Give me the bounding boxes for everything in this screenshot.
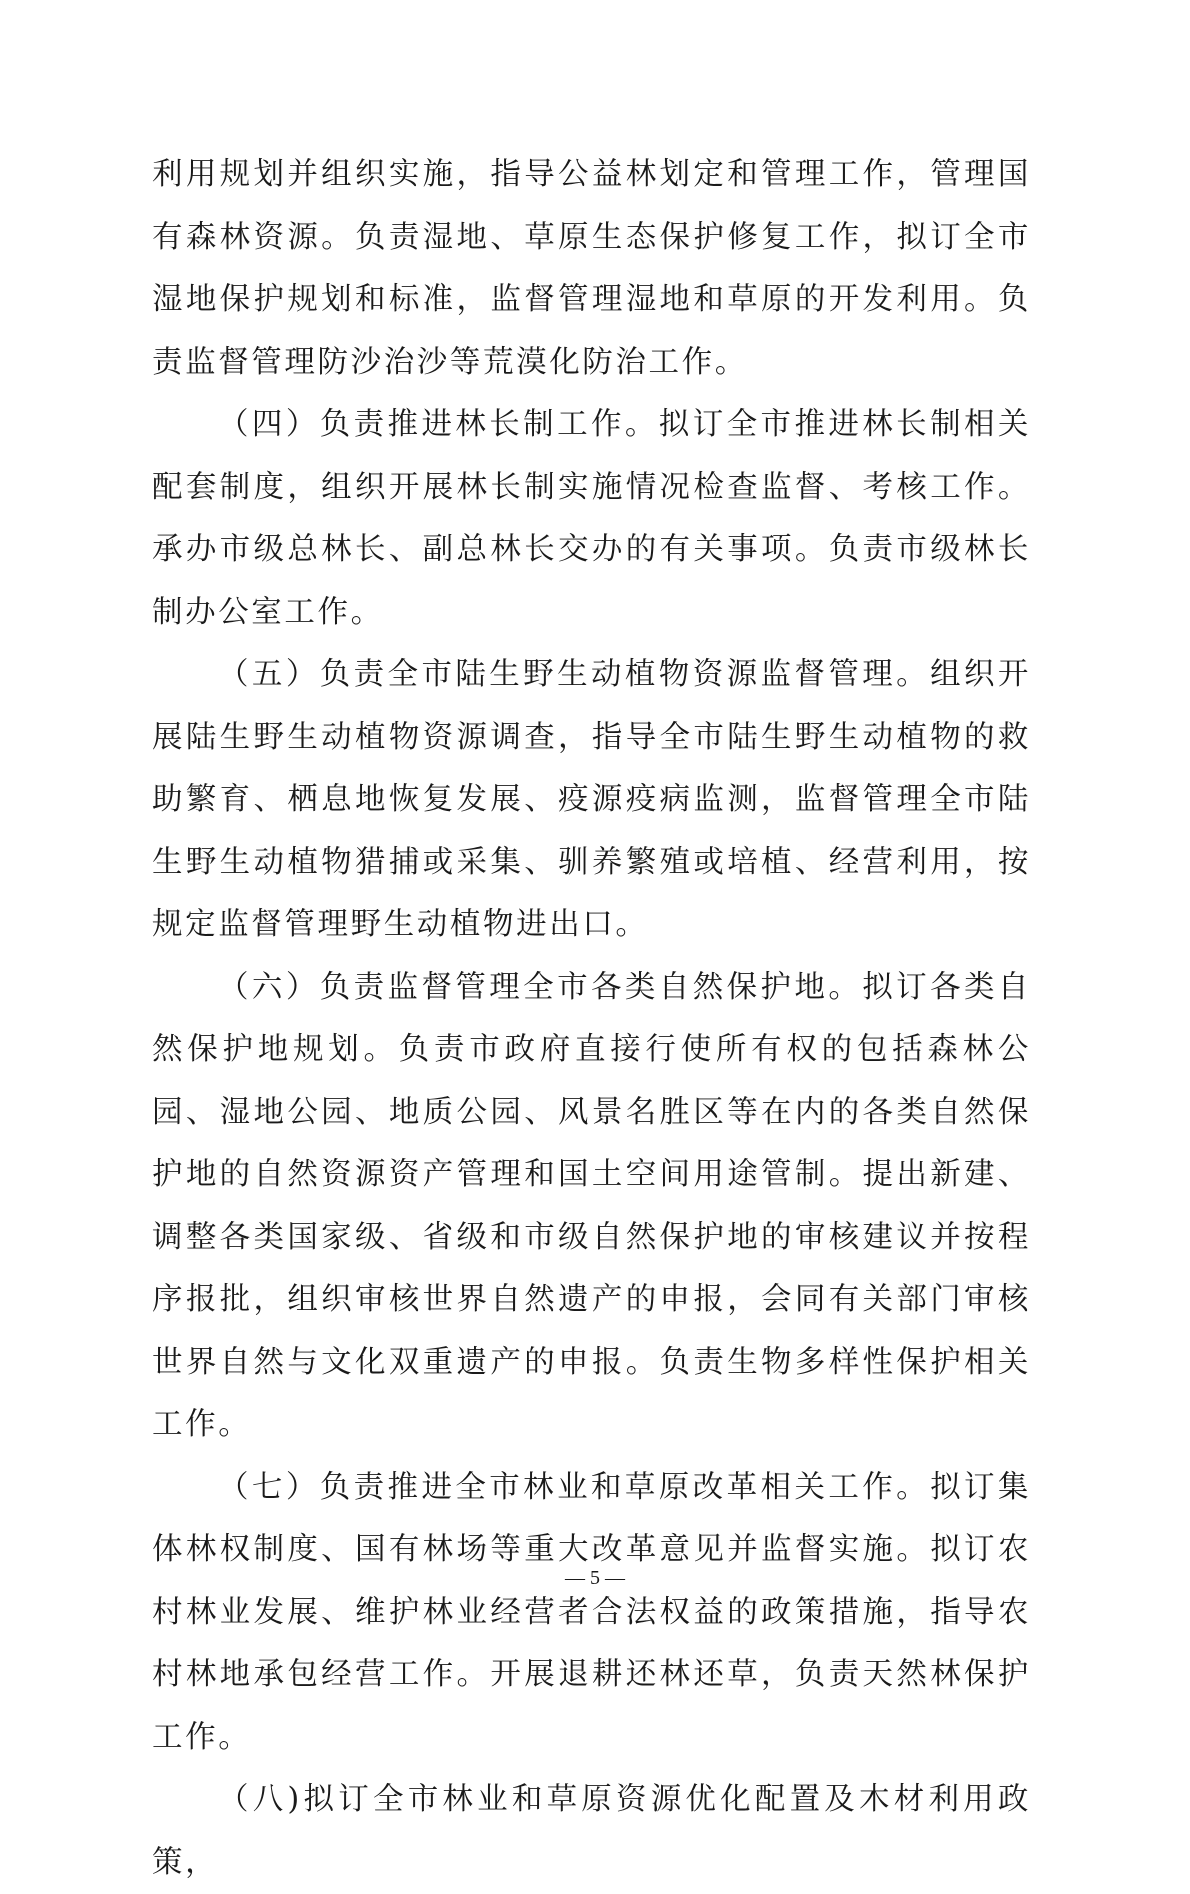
paragraph-section-8: （八)拟订全市林业和草原资源优化配置及木材利用政策，	[152, 1782, 1031, 1880]
paragraph-section-7: （七）负责推进全市林业和草原改革相关工作。拟订集体林权制度、国有林场等重大改革意见并监督实施。拟订农村林业发展、维护林业经营者合法权益的政策措施，指导农村林地承包经营工作。开展退耕还林还草，负责天然林保护工作。	[152, 1469, 1031, 1755]
paragraph-section-6: （六）负责监督管理全市各类自然保护地。拟订各类自然保护地规划。负责市政府直接行使所有权的包括森林公园、湿地公园、地质公园、风景名胜区等在内的各类自然保护地的自然资源资产管理和国土空间用途管制。提出新建、调整各类国家级、省级和市级自然保护地的审核建议并按程序报批，组织审核世界自然遗产的申报，会同有关部门审核世界自然与文化双重遗产的申报。负责生物多样性保护相关工作。	[152, 969, 1031, 1442]
paragraph-section-4: （四）负责推进林长制工作。拟订全市推进林长制相关配套制度，组织开展林长制实施情况检查监督、考核工作。承办市级总林长、副总林长交办的有关事项。负责市级林长制办公室工作。	[152, 407, 1031, 630]
page-number: — 5 —	[565, 1567, 625, 1589]
paragraph: 利用规划并组织实施，指导公益林划定和管理工作，管理国有森林资源。负责湿地、草原生态保护修复工作，拟订全市湿地保护规划和标准，监督管理湿地和草原的开发利用。负责监督管理防沙治沙等荒漠化防治工作。	[152, 157, 1031, 380]
paragraph-section-5: （五）负责全市陆生野生动植物资源监督管理。组织开展陆生野生动植物资源调查，指导全市陆生野生动植物的救助繁育、栖息地恢复发展、疫源疫病监测，监督管理全市陆生野生动植物猎捕或采集、驯养繁殖或培植、经营利用，按规定监督管理野生动植物进出口。	[152, 657, 1031, 942]
document-body	[152, 144, 1031, 1894]
